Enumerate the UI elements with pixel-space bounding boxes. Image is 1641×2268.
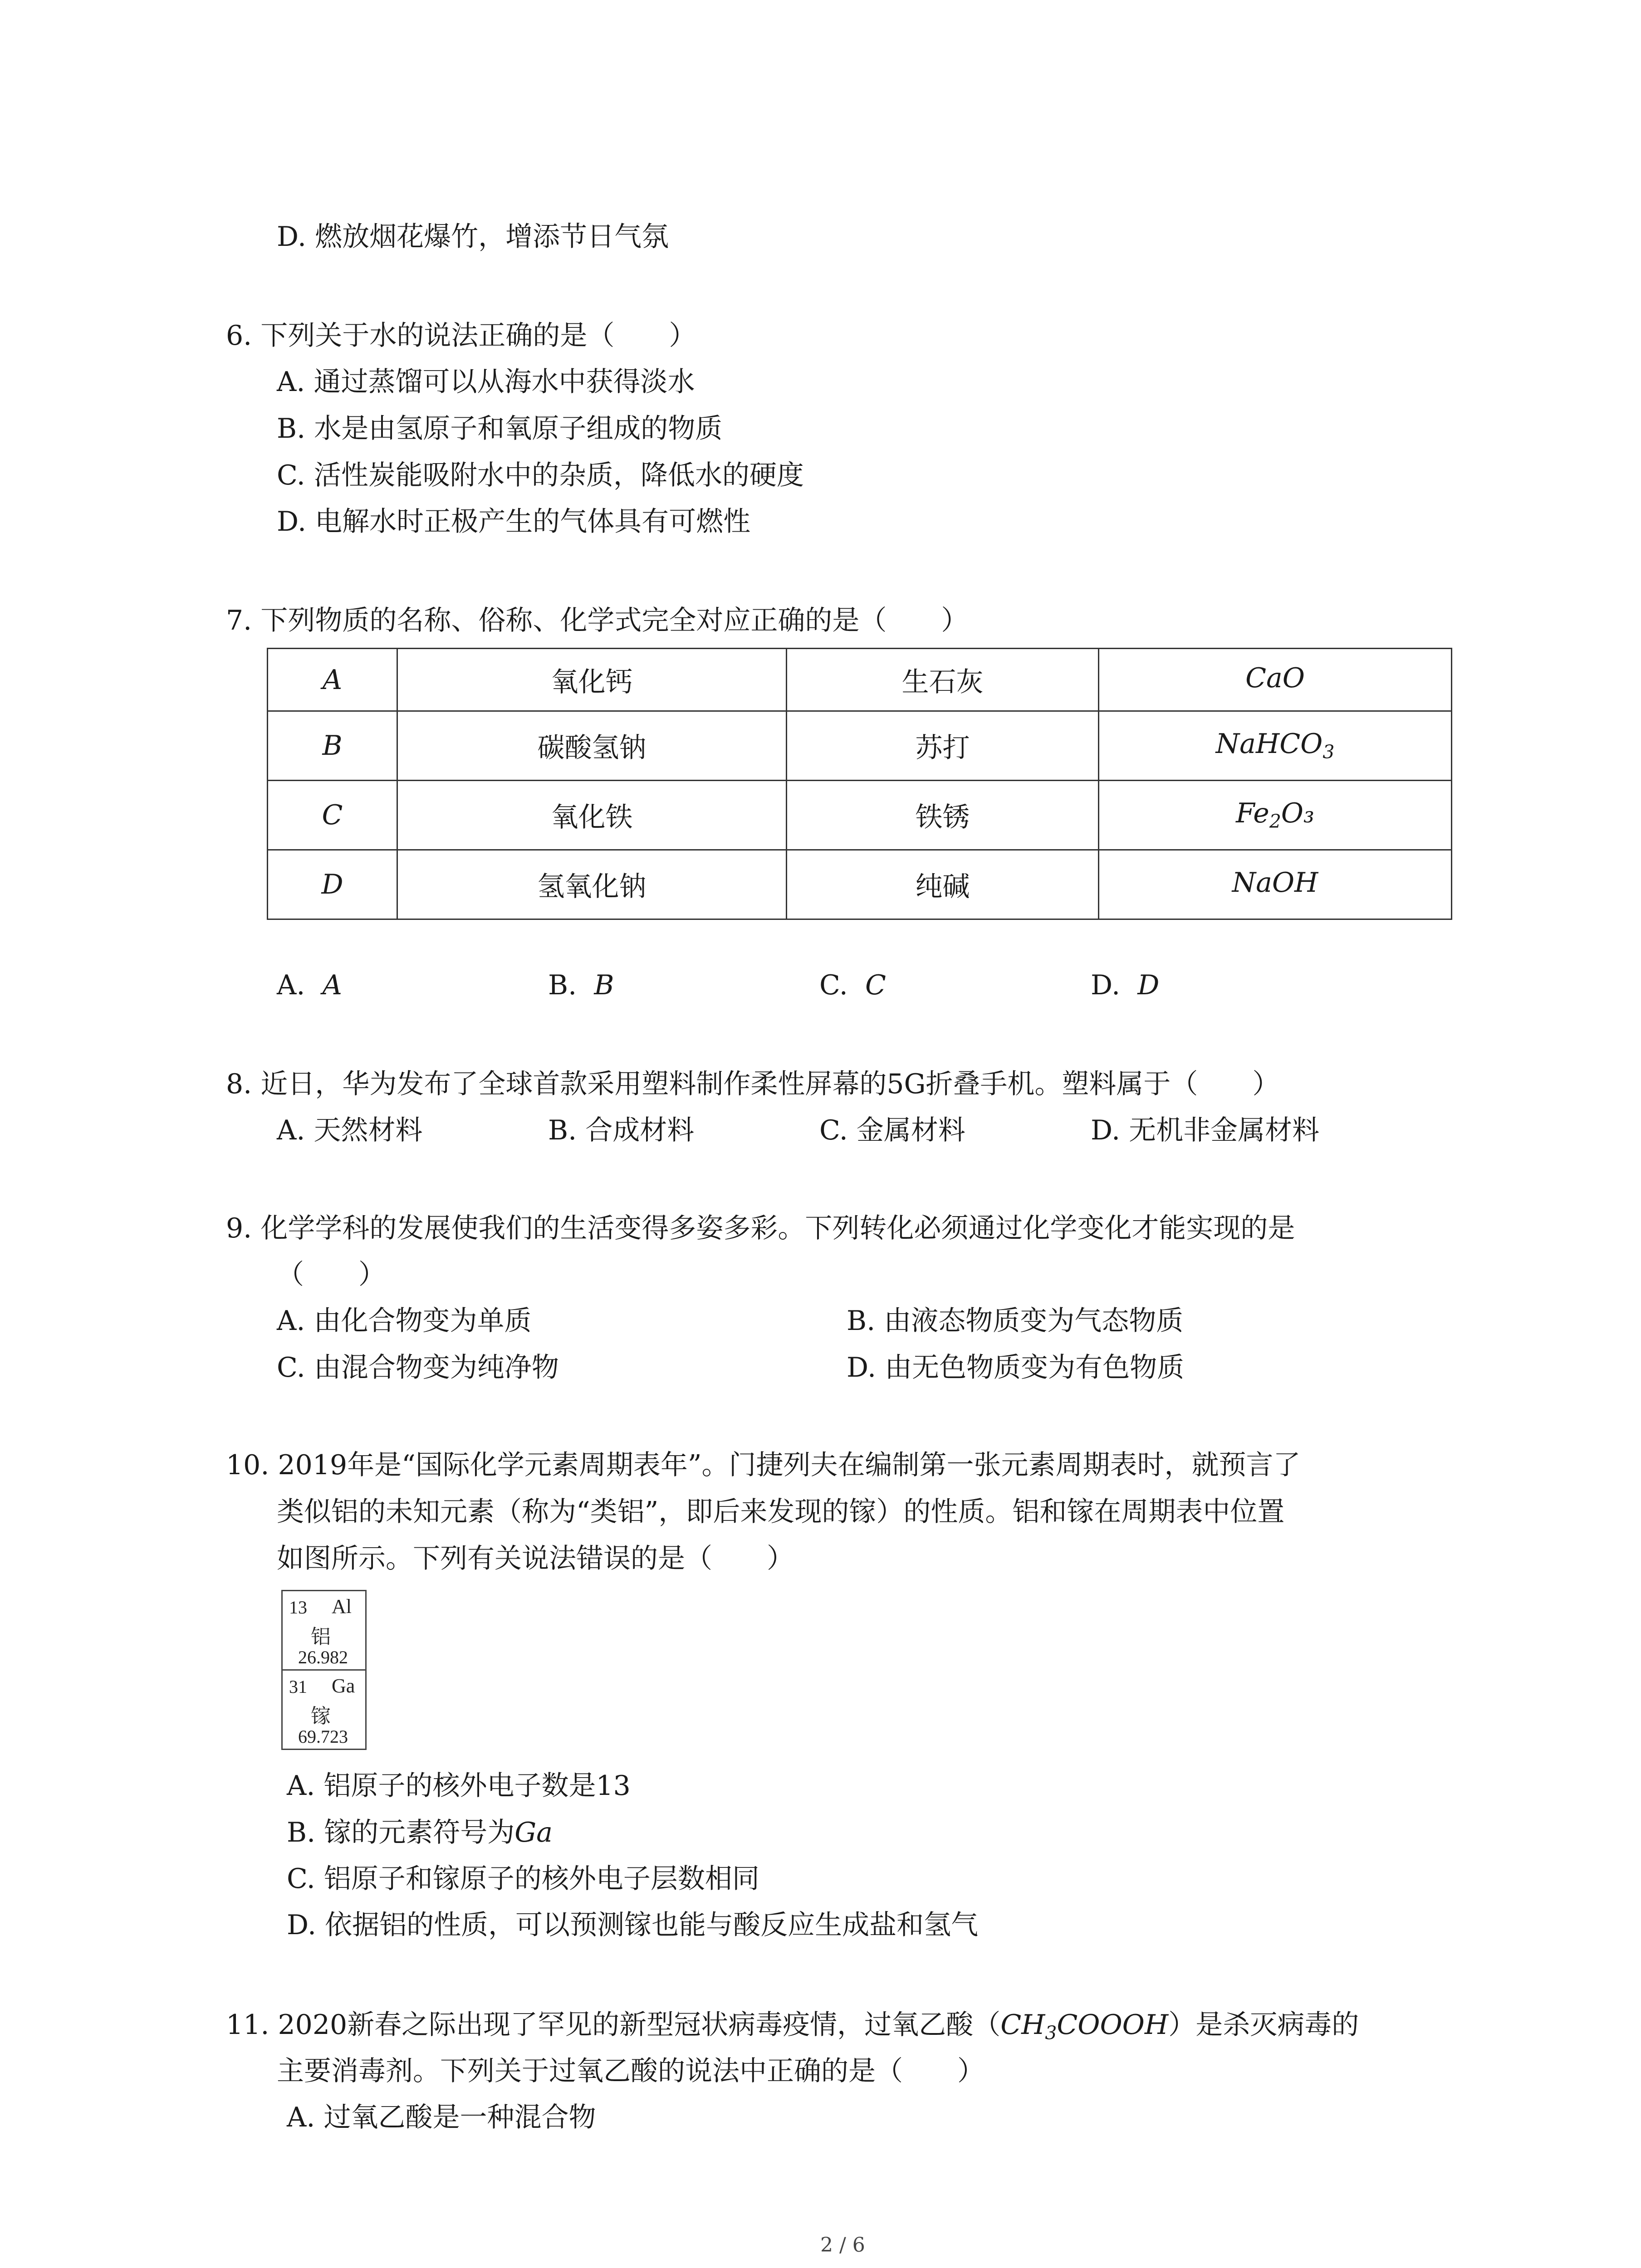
q8-option-a: A. 天然材料	[277, 1114, 423, 1146]
q6-option-c: C. 活性炭能吸附水中的杂质，降低水的硬度	[277, 459, 804, 491]
q6-option-d: D. 电解水时正极产生的气体具有可燃性	[277, 506, 751, 538]
q7-option-c: C. C	[819, 969, 886, 1001]
table-row	[268, 850, 1452, 919]
q10-option-a: A. 铝原子的核外电子数是13	[287, 1770, 631, 1802]
element-symbol: Al	[332, 1595, 352, 1618]
q8-option-d: D. 无机非金属材料	[1091, 1114, 1320, 1146]
q10-option-b: B. 镓的元素符号为Ga	[287, 1817, 553, 1848]
element-symbol: Ga	[332, 1675, 355, 1697]
table-cell: 生石灰	[787, 649, 1099, 711]
q9-option-a: A. 由化合物变为单质	[277, 1305, 532, 1337]
atomic-mass: 69.723	[298, 1726, 348, 1747]
q11-stem-line2: 主要消毒剂。下列关于过氧乙酸的说法中正确的是（ ）	[277, 2055, 985, 2087]
atomic-number: 13	[289, 1597, 307, 1618]
q10-stem-line1: 10. 2019年是“国际化学元素周期表年”。门捷列夫在编制第一张元素周期表时，就预言了	[226, 1449, 1301, 1481]
q9-option-c: C. 由混合物变为纯净物	[277, 1352, 559, 1383]
q6-option-b: B. 水是由氢原子和氧原子组成的物质	[277, 413, 723, 445]
table-cell: 碳酸氢钠	[397, 711, 787, 781]
table-cell-formula: NaHCO$_3$	[1099, 711, 1452, 781]
table-cell: B	[268, 711, 397, 781]
q11-option-a: A. 过氧乙酸是一种混合物	[287, 2102, 596, 2133]
q6-option-a: A. 通过蒸馏可以从海水中获得淡水	[277, 366, 695, 398]
table-row	[268, 711, 1452, 781]
element-cell-al	[281, 1590, 367, 1671]
q7-option-d: D. D	[1091, 969, 1160, 1001]
q8-stem: 8. 近日，华为发布了全球首款采用塑料制作柔性屏幕的5G折叠手机。塑料属于（ ）	[226, 1068, 1280, 1100]
atomic-number: 31	[289, 1677, 307, 1697]
table-cell-formula: NaOH	[1099, 850, 1452, 919]
q8-option-c: C. 金属材料	[819, 1114, 965, 1146]
q9-stem-line2: （ ）	[277, 1259, 386, 1290]
q9-option-d: D. 由无色物质变为有色物质	[847, 1352, 1185, 1383]
table-cell: 氧化钙	[397, 649, 787, 711]
q11-stem-line1: 11. 2020新春之际出现了罕见的新型冠状病毒疫情，过氧乙酸$(CH_3COOOH)$是杀灭病毒的	[226, 2009, 1359, 2044]
q9-stem-line1: 9. 化学学科的发展使我们的生活变得多姿多彩。下列转化必须通过化学变化才能实现的是	[226, 1212, 1295, 1244]
element-name: 镓	[311, 1705, 331, 1727]
q6-stem: 6. 下列关于水的说法正确的是（ ）	[226, 320, 696, 352]
table-cell: C	[268, 781, 397, 850]
q10-stem-line3: 如图所示。下列有关说法错误的是（ ）	[277, 1543, 794, 1574]
table-cell-formula: CaO	[1099, 649, 1452, 711]
table-cell-formula: $Fe_2O_3$	[1099, 781, 1452, 850]
q10-stem-line2: 类似铝的未知元素（称为“类铝”，即后来发现的镓）的性质。铝和镓在周期表中位置	[277, 1496, 1285, 1528]
q5-option-d: D. 燃放烟花爆竹，增添节日气氛	[277, 221, 669, 253]
table-cell: 氧化铁	[397, 781, 787, 850]
atomic-mass: 26.982	[298, 1647, 348, 1667]
table-row	[268, 781, 1452, 850]
element-name: 铝	[311, 1626, 331, 1648]
element-cell-ga	[281, 1669, 367, 1750]
q9-option-b: B. 由液态物质变为气态物质	[847, 1305, 1184, 1337]
q10-option-d: D. 依据铝的性质，可以预测镓也能与酸反应生成盐和氢气	[287, 1909, 979, 1941]
table-cell: D	[268, 850, 397, 919]
table-cell: 铁锈	[787, 781, 1099, 850]
table-cell: 纯碱	[787, 850, 1099, 919]
table-cell: A	[268, 649, 397, 711]
q7-option-b: B. B	[548, 969, 614, 1001]
table-cell: 苏打	[787, 711, 1099, 781]
table-cell: 氢氧化钠	[397, 850, 787, 919]
table-row	[268, 649, 1452, 711]
q7-table	[267, 648, 1452, 920]
page-number: 2 / 6	[820, 2234, 865, 2257]
q7-option-a: A. A	[277, 969, 342, 1001]
q7-stem: 7. 下列物质的名称、俗称、化学式完全对应正确的是（ ）	[226, 605, 969, 636]
q10-option-c: C. 铝原子和镓原子的核外电子层数相同	[287, 1863, 759, 1895]
q8-option-b: B. 合成材料	[548, 1114, 695, 1146]
